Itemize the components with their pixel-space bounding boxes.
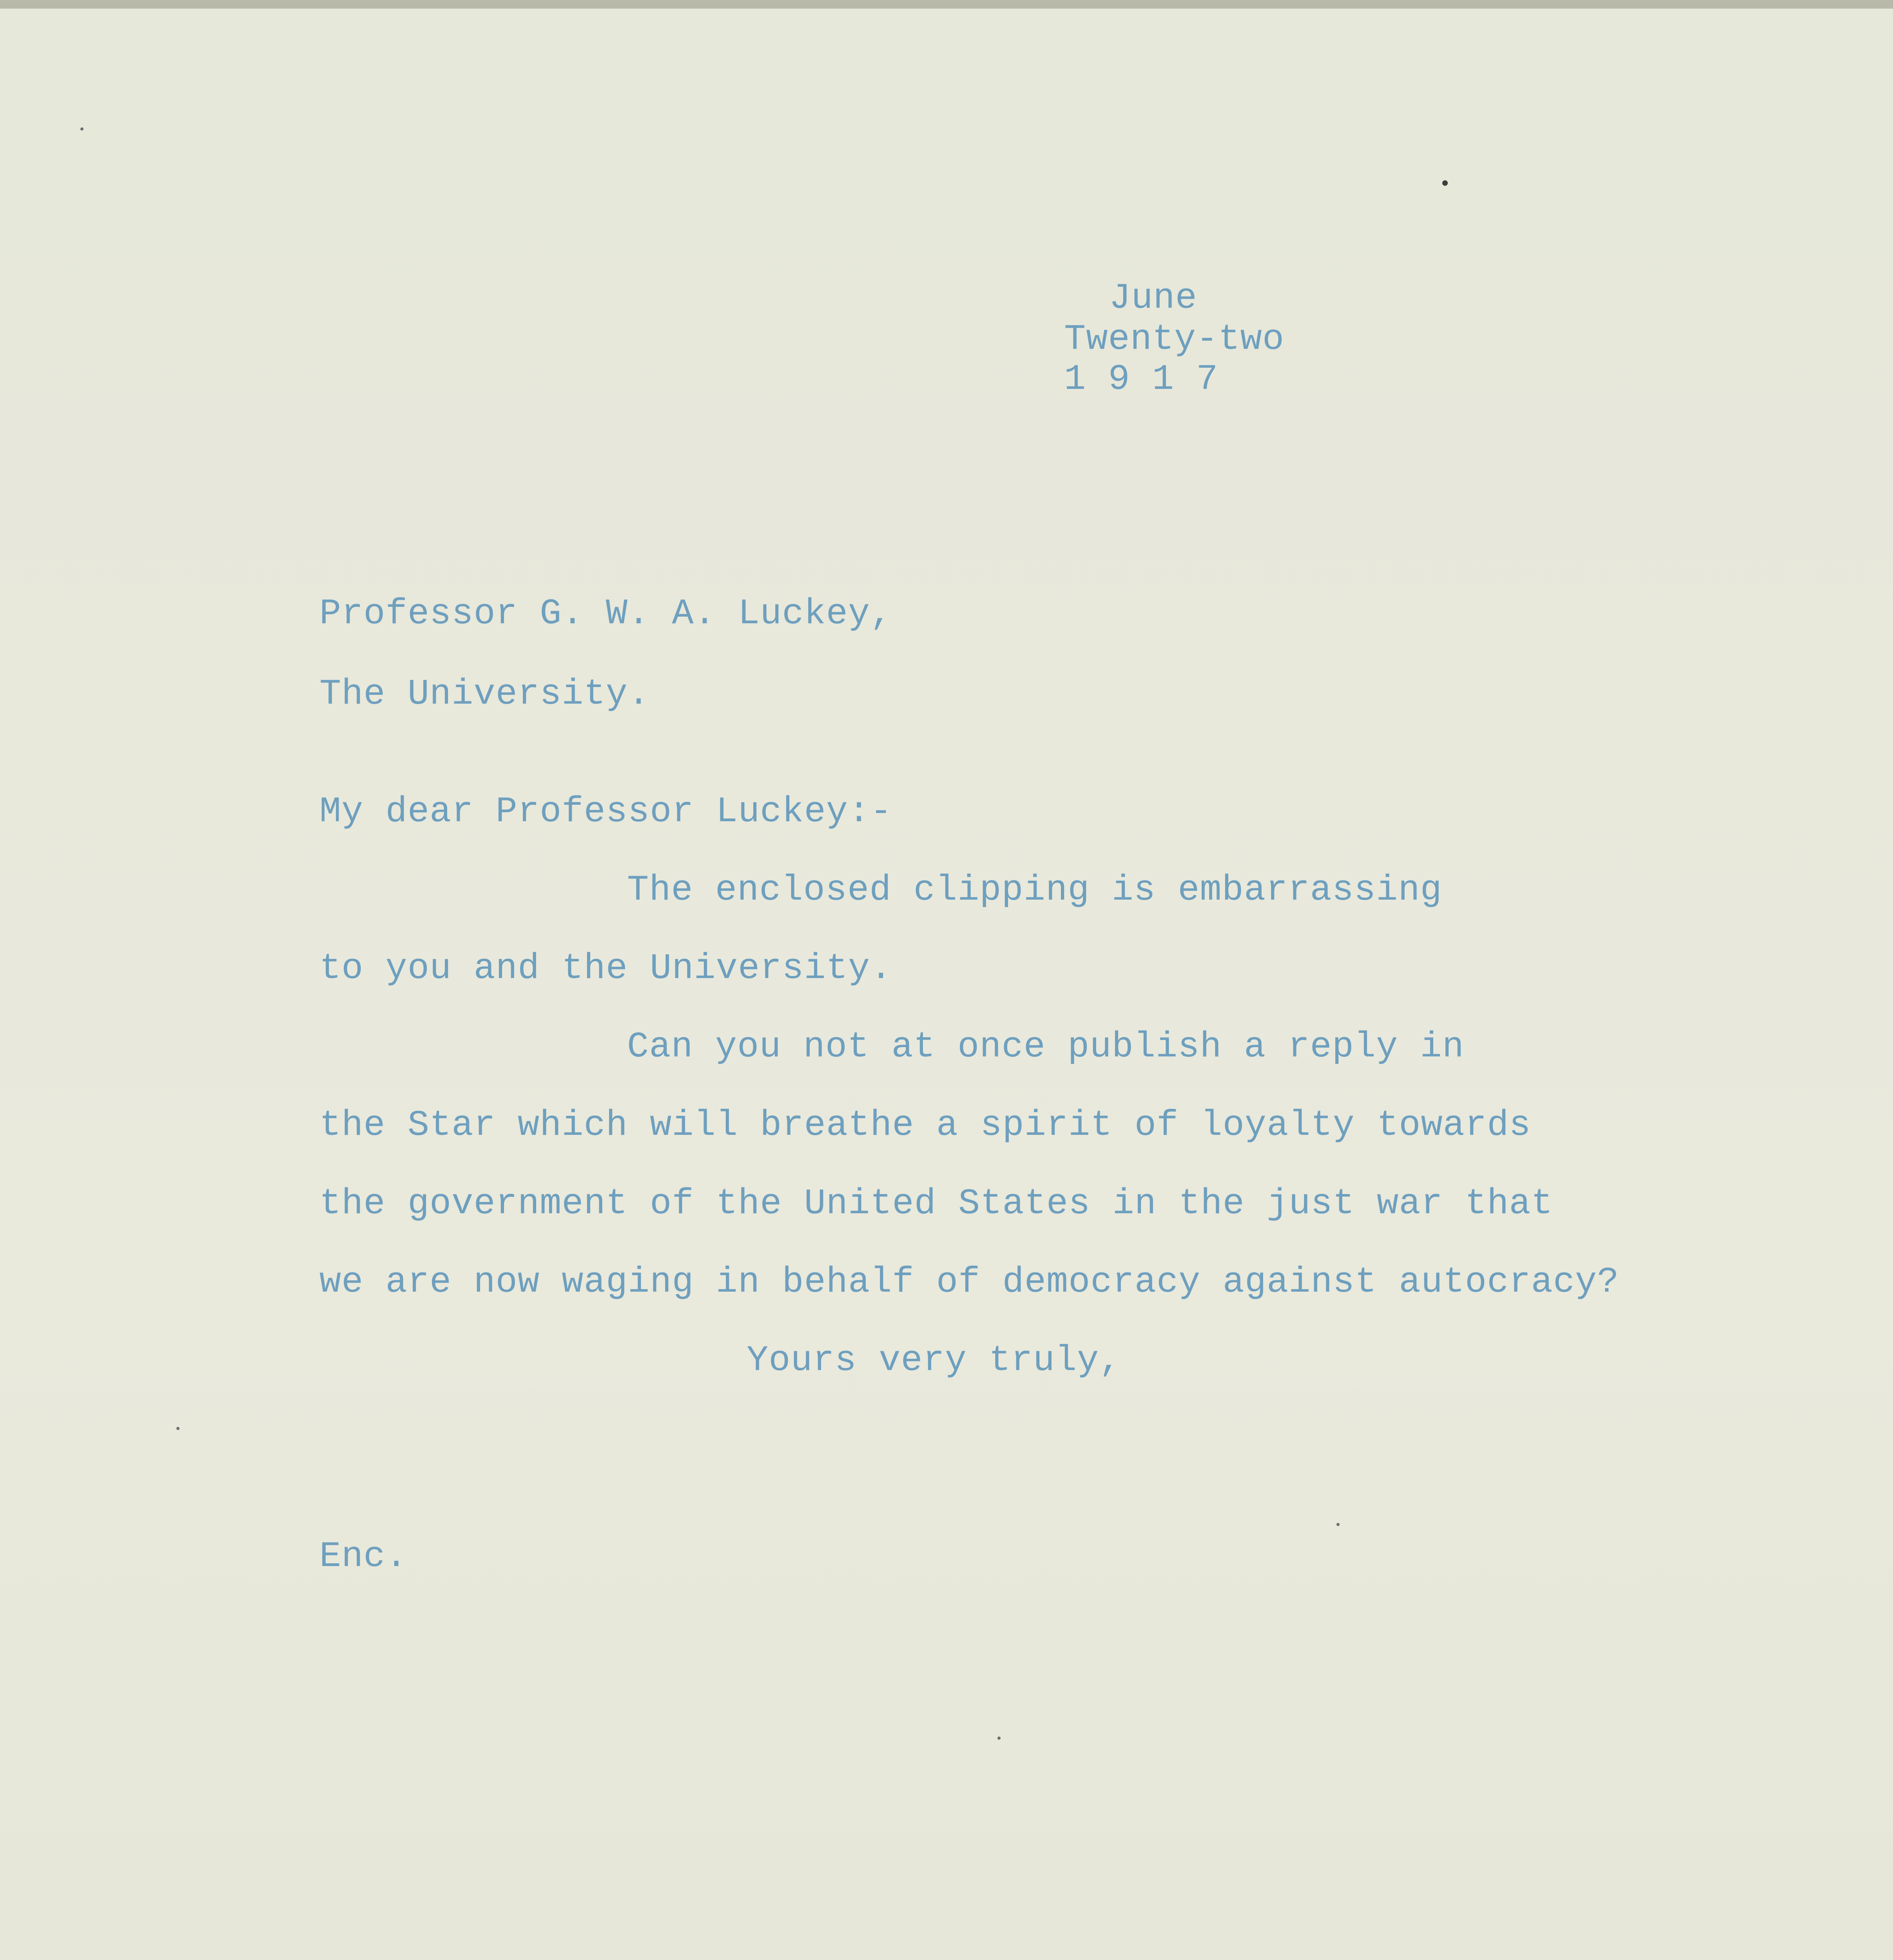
scan-top-edge xyxy=(0,0,1893,9)
ink-speck xyxy=(1442,180,1448,186)
ink-speck xyxy=(80,127,83,131)
recipient-name: Professor G. W. A. Luckey, xyxy=(319,593,892,634)
salutation: My dear Professor Luckey:- xyxy=(319,791,892,832)
ink-speck xyxy=(997,1737,1001,1740)
ink-speck xyxy=(176,1427,180,1430)
closing: Yours very truly, xyxy=(747,1340,1121,1381)
ink-speck xyxy=(1336,1523,1340,1526)
body-line-1: The enclosed clipping is embarrassing xyxy=(627,869,1442,911)
body-line-2: to you and the University. xyxy=(319,948,892,989)
date-day: Twenty-two xyxy=(1064,319,1285,360)
body-line-3: Can you not at once publish a reply in xyxy=(627,1026,1464,1067)
enclosure-note: Enc. xyxy=(319,1536,408,1577)
recipient-institution: The University. xyxy=(319,673,650,715)
body-line-5: the government of the United States in the just war that xyxy=(319,1183,1553,1224)
body-line-4: the Star which will breathe a spirit of loyalty towards xyxy=(319,1105,1531,1146)
date-year: 1 9 1 7 xyxy=(1064,359,1218,400)
body-line-6: we are now waging in behalf of democracy against autocracy? xyxy=(319,1261,1619,1303)
date-month: June xyxy=(1109,278,1197,319)
